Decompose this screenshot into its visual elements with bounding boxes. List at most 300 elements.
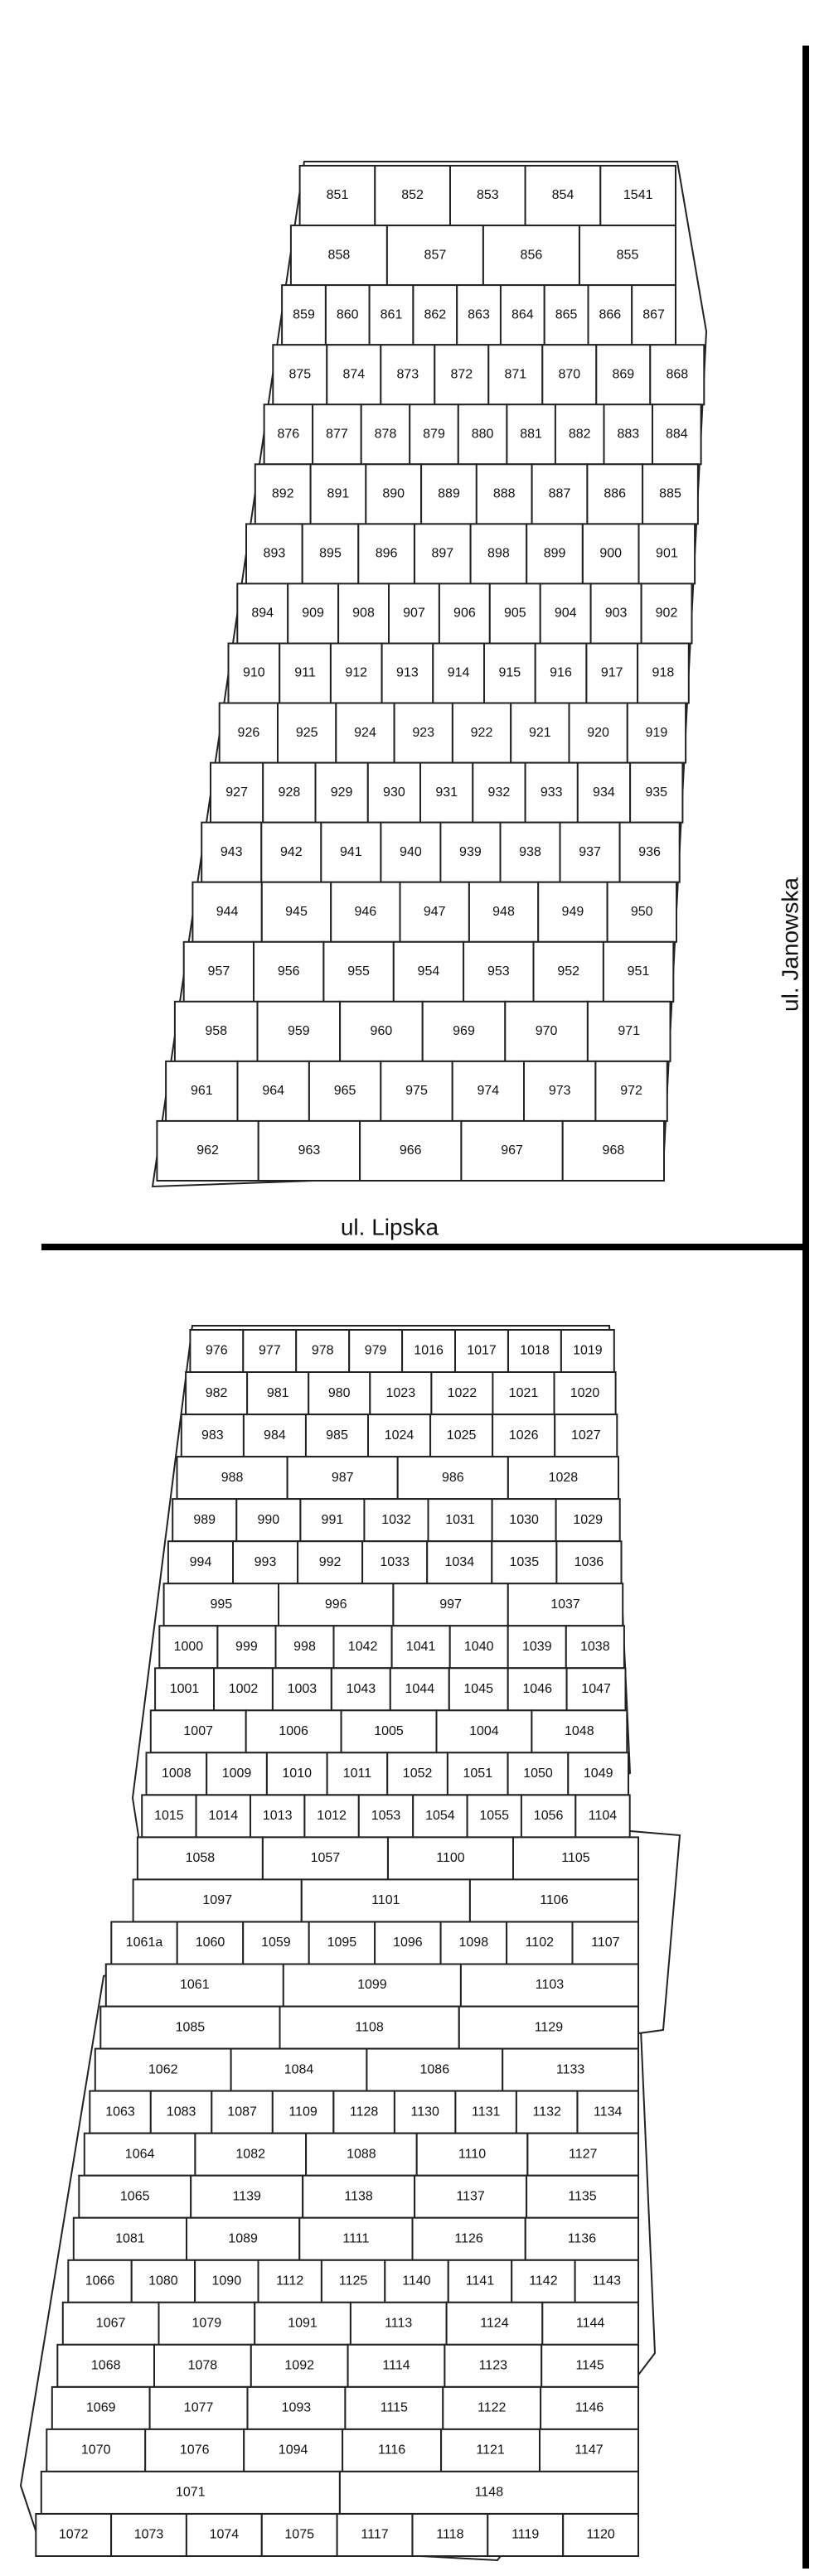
parcel-number: 888 <box>492 486 516 501</box>
parcel-number: 882 <box>568 427 591 442</box>
parcel-number: 1002 <box>228 1682 259 1697</box>
parcel-number: 864 <box>511 307 534 322</box>
parcel-number: 851 <box>326 188 349 203</box>
parcel-number: 1022 <box>447 1385 478 1400</box>
parcel-number: 1032 <box>381 1512 411 1527</box>
parcel-number: 903 <box>604 606 628 621</box>
parcel-number: 1084 <box>284 2062 314 2077</box>
parcel-number: 925 <box>295 725 318 740</box>
parcel-number: 855 <box>616 248 639 263</box>
parcel-number: 875 <box>288 367 312 382</box>
parcel-number: 1145 <box>575 2358 604 2373</box>
parcel-number: 961 <box>190 1084 213 1099</box>
parcel-number: 997 <box>439 1597 462 1612</box>
parcel-number: 1018 <box>520 1343 550 1358</box>
parcel-number: 854 <box>551 188 574 203</box>
parcel-number: 911 <box>294 665 316 680</box>
parcel-number: 890 <box>382 486 405 501</box>
parcel-number: 1099 <box>357 1978 387 1993</box>
parcel-number: 1077 <box>183 2400 214 2415</box>
parcel-number: 967 <box>501 1143 523 1158</box>
parcel-number: 942 <box>279 844 303 859</box>
parcel-number: 884 <box>665 427 688 442</box>
parcel-number: 1129 <box>534 2020 564 2035</box>
parcel-number: 1103 <box>535 1978 565 1993</box>
parcel-number: 989 <box>193 1512 216 1527</box>
parcel-number: 902 <box>655 606 678 621</box>
parcel-number: 1107 <box>591 1936 620 1950</box>
parcel-number: 1076 <box>179 2443 210 2458</box>
parcel-number: 1094 <box>278 2443 308 2458</box>
parcel-number: 970 <box>535 1024 558 1039</box>
parcel-number: 1116 <box>377 2443 406 2458</box>
parcel-number: 1113 <box>385 2316 413 2331</box>
parcel-number: 976 <box>205 1343 228 1358</box>
parcel-number: 1029 <box>573 1512 603 1527</box>
parcel-number: 1102 <box>525 1936 555 1950</box>
parcel-number: 873 <box>396 367 419 382</box>
parcel-number: 914 <box>447 665 470 680</box>
parcel-number: 1148 <box>474 2485 504 2500</box>
parcel-number: 963 <box>298 1143 321 1158</box>
parcel-number: 1024 <box>384 1428 414 1443</box>
parcel-number: 1073 <box>133 2527 164 2542</box>
parcel-number: 941 <box>339 844 362 859</box>
parcel-number: 852 <box>401 188 424 203</box>
parcel-number: 917 <box>600 665 623 680</box>
parcel-number: 930 <box>383 785 405 800</box>
parcel-number: 1049 <box>583 1766 613 1781</box>
parcel-number: 1112 <box>276 2274 304 2288</box>
parcel-number: 1006 <box>279 1724 308 1739</box>
parcel-number: 950 <box>630 904 653 919</box>
parcel-number: 918 <box>652 665 675 680</box>
parcel-number: 951 <box>627 964 650 979</box>
parcel-number: 1041 <box>405 1640 436 1655</box>
parcel-number: 870 <box>558 367 581 382</box>
parcel-number: 1108 <box>355 2020 384 2035</box>
parcel-number: 1039 <box>522 1640 552 1655</box>
parcel-number: 958 <box>205 1024 228 1039</box>
parcel-number: 904 <box>554 606 577 621</box>
parcel-number: 887 <box>548 486 571 501</box>
parcel-number: 1101 <box>371 1893 400 1908</box>
parcel-number: 1014 <box>208 1809 239 1824</box>
parcel-number: 938 <box>519 844 541 859</box>
parcel-number: 996 <box>324 1597 347 1612</box>
parcel-number: 1144 <box>575 2316 605 2331</box>
parcel-number: 1097 <box>202 1893 232 1908</box>
parcel-number: 949 <box>561 904 584 919</box>
janowska-street-label: ul. Janowska <box>777 877 803 1012</box>
parcel-number: 1072 <box>58 2527 89 2542</box>
parcel-number: 856 <box>520 248 543 263</box>
parcel-number: 1109 <box>288 2105 318 2119</box>
parcel-number: 940 <box>400 844 422 859</box>
parcel-number: 1000 <box>173 1640 204 1655</box>
parcel-number: 1043 <box>346 1682 376 1697</box>
parcel-number: 1021 <box>508 1385 539 1400</box>
parcel-number: 1141 <box>465 2274 495 2288</box>
parcel-number: 1017 <box>467 1343 497 1358</box>
parcel-number: 1064 <box>124 2147 155 2162</box>
parcel-number: 1111 <box>342 2231 370 2246</box>
parcel-number: 993 <box>254 1554 277 1569</box>
parcel-number: 892 <box>271 486 294 501</box>
parcel-number: 900 <box>599 546 623 561</box>
parcel-number: 988 <box>221 1470 244 1485</box>
parcel-number: 916 <box>550 665 572 680</box>
parcel-number: 1095 <box>327 1936 357 1950</box>
parcel-number: 1088 <box>347 2147 376 2162</box>
parcel-number: 1051 <box>463 1766 493 1781</box>
parcel-number: 897 <box>431 546 454 561</box>
parcel-number: 1081 <box>115 2231 145 2246</box>
parcel-number: 891 <box>327 486 350 501</box>
parcel-number: 1143 <box>592 2274 622 2288</box>
parcel-number: 1062 <box>148 2062 178 2077</box>
parcel-number: 982 <box>205 1385 228 1400</box>
parcel-number: 859 <box>293 307 315 322</box>
parcel-number: 1066 <box>85 2274 115 2288</box>
parcel-number: 944 <box>216 904 239 919</box>
parcel-number: 927 <box>225 785 248 800</box>
parcel-number: 981 <box>266 1385 289 1400</box>
parcel-number: 1059 <box>261 1936 291 1950</box>
parcel-number: 947 <box>423 904 446 919</box>
parcel-number: 1075 <box>284 2527 314 2542</box>
parcel-number: 1121 <box>476 2443 505 2458</box>
parcel-number: 860 <box>336 307 359 322</box>
parcel-number: 995 <box>210 1597 233 1612</box>
parcel-number: 1053 <box>371 1809 401 1824</box>
parcel-number: 1061 <box>180 1978 210 1993</box>
parcel-number: 1105 <box>561 1851 590 1866</box>
parcel-number: 1040 <box>463 1640 494 1655</box>
parcel-number: 923 <box>412 725 435 740</box>
parcel-number: 986 <box>441 1470 464 1485</box>
parcel-number: 1061a <box>125 1936 163 1950</box>
parcel-number: 973 <box>548 1084 571 1099</box>
parcel-number: 1131 <box>471 2105 501 2119</box>
parcel-number: 984 <box>264 1428 286 1443</box>
parcel-number: 985 <box>326 1428 348 1443</box>
parcel-number: 1026 <box>508 1428 539 1443</box>
parcel-number: 1115 <box>380 2400 408 2415</box>
parcel-number: 1054 <box>425 1809 455 1824</box>
parcel-number: 895 <box>319 546 342 561</box>
parcel-number: 1090 <box>211 2274 242 2288</box>
parcel-number: 913 <box>396 665 419 680</box>
parcel-number: 959 <box>287 1024 310 1039</box>
parcel-number: 1060 <box>195 1936 225 1950</box>
parcel-number: 946 <box>354 904 377 919</box>
parcel-number: 898 <box>487 546 510 561</box>
parcel-number: 983 <box>201 1428 224 1443</box>
parcel-number: 896 <box>375 546 398 561</box>
parcel-number: 1013 <box>262 1809 293 1824</box>
parcel-number: 1031 <box>445 1512 475 1527</box>
parcel-number: 1114 <box>382 2358 410 2373</box>
plot-grid <box>36 166 704 2556</box>
parcel-number: 1036 <box>574 1554 604 1569</box>
parcel-number: 908 <box>352 606 375 621</box>
parcel-number: 1128 <box>349 2105 379 2119</box>
parcel-number: 1126 <box>454 2231 483 2246</box>
parcel-number: 1098 <box>458 1936 489 1950</box>
parcel-number: 999 <box>235 1640 258 1655</box>
parcel-number: 1118 <box>436 2527 464 2542</box>
parcel-number: 1003 <box>287 1682 318 1697</box>
parcel-number: 931 <box>435 785 458 800</box>
parcel-number: 879 <box>423 427 445 442</box>
parcel-number: 915 <box>498 665 521 680</box>
parcel-number: 1091 <box>288 2316 318 2331</box>
parcel-number: 867 <box>642 307 665 322</box>
parcel-number: 1005 <box>374 1724 404 1739</box>
parcel-number: 1001 <box>169 1682 200 1697</box>
parcel-number: 1119 <box>511 2527 540 2542</box>
parcel-number: 1042 <box>347 1640 378 1655</box>
parcel-number: 881 <box>520 427 542 442</box>
parcel-number: 945 <box>285 904 308 919</box>
parcel-number: 1139 <box>232 2189 261 2204</box>
parcel-number: 1007 <box>183 1724 213 1739</box>
parcel-number: 1541 <box>623 188 653 203</box>
parcel-number: 956 <box>277 964 300 979</box>
parcel-number: 865 <box>555 307 578 322</box>
parcel-number: 1057 <box>310 1851 341 1866</box>
parcel-number: 1004 <box>469 1724 499 1739</box>
parcel-number: 1147 <box>574 2443 604 2458</box>
parcel-number: 1009 <box>221 1766 252 1781</box>
parcel-number: 965 <box>333 1084 356 1099</box>
parcel-number: 919 <box>645 725 668 740</box>
parcel-number: 862 <box>424 307 447 322</box>
parcel-number: 1038 <box>580 1640 610 1655</box>
parcel-number: 893 <box>263 546 286 561</box>
parcel-number: 1134 <box>593 2105 623 2119</box>
parcel-number: 1106 <box>540 1893 569 1908</box>
parcel-number: 1135 <box>568 2189 597 2204</box>
parcel-number: 1120 <box>586 2527 615 2542</box>
parcel-number: 857 <box>424 248 447 263</box>
parcel-number: 1136 <box>567 2231 597 2246</box>
parcel-number: 975 <box>405 1084 428 1099</box>
parcel-number: 957 <box>207 964 230 979</box>
parcel-number: 1117 <box>361 2527 389 2542</box>
parcel-number: 1035 <box>509 1554 540 1569</box>
parcel-number: 894 <box>251 606 274 621</box>
parcel-number: 1078 <box>187 2358 218 2373</box>
parcel-number: 853 <box>476 188 499 203</box>
parcel-number: 992 <box>318 1554 342 1569</box>
parcel-number: 934 <box>593 785 615 800</box>
parcel-number: 907 <box>403 606 425 621</box>
parcel-number: 1127 <box>568 2147 598 2162</box>
parcel-number: 960 <box>370 1024 393 1039</box>
parcel-number: 936 <box>638 844 661 859</box>
parcel-number: 1052 <box>402 1766 433 1781</box>
parcel-number: 948 <box>492 904 515 919</box>
parcel-number: 969 <box>453 1024 475 1039</box>
parcel-number: 912 <box>345 665 368 680</box>
parcel-number: 1069 <box>85 2400 116 2415</box>
parcel-number: 880 <box>471 427 494 442</box>
parcel-number: 1063 <box>105 2105 135 2119</box>
parcel-number: 1028 <box>548 1470 579 1485</box>
parcel-number: 971 <box>618 1024 641 1039</box>
parcel-number: 858 <box>327 248 351 263</box>
parcel-number: 1058 <box>185 1851 216 1866</box>
parcel-number: 1083 <box>166 2105 196 2119</box>
parcel-number: 876 <box>277 427 300 442</box>
parcel-number: 871 <box>504 367 527 382</box>
parcel-number: 1137 <box>456 2189 485 2204</box>
parcel-number: 943 <box>220 844 243 859</box>
parcel-number: 1124 <box>480 2316 509 2331</box>
parcel-number: 1015 <box>154 1809 184 1824</box>
parcel-number: 1067 <box>95 2316 126 2331</box>
parcel-number: 886 <box>604 486 627 501</box>
parcel-number: 920 <box>587 725 609 740</box>
parcel-number: 1030 <box>509 1512 539 1527</box>
parcel-number: 980 <box>327 1385 351 1400</box>
parcel-number: 994 <box>189 1554 212 1569</box>
parcel-number: 1055 <box>479 1809 509 1824</box>
parcel-number: 962 <box>196 1143 219 1158</box>
parcel-number: 1079 <box>191 2316 222 2331</box>
parcel-number: 1146 <box>574 2400 604 2415</box>
parcel-number: 905 <box>503 606 526 621</box>
parcel-number: 909 <box>302 606 324 621</box>
parcel-number: 877 <box>326 427 348 442</box>
lipska-street-label: ul. Lipska <box>340 1214 439 1240</box>
parcel-number: 878 <box>374 427 397 442</box>
parcel-number: 1008 <box>162 1766 191 1781</box>
parcel-number: 1140 <box>402 2274 431 2288</box>
parcel-number: 924 <box>354 725 376 740</box>
parcel-number: 987 <box>331 1470 354 1485</box>
parcel-number: 874 <box>342 367 366 382</box>
parcel-number: 1011 <box>342 1766 372 1781</box>
parcel-number: 964 <box>262 1084 285 1099</box>
parcel-number: 921 <box>528 725 551 740</box>
parcel-number: 1027 <box>571 1428 601 1443</box>
parcel-number: 1138 <box>344 2189 373 2204</box>
parcel-number: 863 <box>468 307 490 322</box>
parcel-number: 1085 <box>175 2020 206 2035</box>
parcel-number: 1046 <box>522 1682 552 1697</box>
parcel-number: 869 <box>612 367 635 382</box>
parcel-number: 1080 <box>148 2274 178 2288</box>
parcel-number: 974 <box>477 1084 500 1099</box>
parcel-number: 889 <box>438 486 460 501</box>
parcel-number: 1074 <box>209 2527 240 2542</box>
parcel-number: 1047 <box>581 1682 611 1697</box>
parcel-number: 1020 <box>570 1385 600 1400</box>
parcel-number: 1037 <box>550 1597 580 1612</box>
parcel-number: 899 <box>543 546 566 561</box>
parcel-number: 922 <box>470 725 493 740</box>
parcel-number: 1071 <box>176 2485 206 2500</box>
parcel-number: 1130 <box>410 2105 439 2119</box>
parcel-number: 937 <box>579 844 601 859</box>
parcel-number: 1122 <box>477 2400 507 2415</box>
parcel-number: 1016 <box>414 1343 444 1358</box>
parcel-number: 979 <box>364 1343 387 1358</box>
parcel-number: 1142 <box>529 2274 558 2288</box>
parcel-number: 1033 <box>380 1554 410 1569</box>
parcel-number: 1070 <box>80 2443 111 2458</box>
parcel-number: 978 <box>311 1343 334 1358</box>
parcel-number: 972 <box>620 1084 642 1099</box>
parcel-number: 1082 <box>235 2147 265 2162</box>
parcel-number: 1019 <box>573 1343 603 1358</box>
parcel-number: 1068 <box>90 2358 121 2373</box>
parcel-number: 1104 <box>588 1809 618 1824</box>
parcel-number: 939 <box>459 844 482 859</box>
parcel-number: 1025 <box>446 1428 477 1443</box>
parcel-number: 1012 <box>317 1809 347 1824</box>
parcel-number: 901 <box>656 546 678 561</box>
parcel-number: 1034 <box>444 1554 475 1569</box>
parcel-number: 977 <box>258 1343 281 1358</box>
parcel-number: 872 <box>450 367 473 382</box>
parcel-number: 953 <box>487 964 510 979</box>
parcel-number: 1125 <box>338 2274 368 2288</box>
parcel-number: 1086 <box>419 2062 450 2077</box>
parcel-number: 861 <box>380 307 403 322</box>
parcel-number: 883 <box>617 427 640 442</box>
parcel-number: 935 <box>645 785 668 800</box>
parcel-number: 1096 <box>393 1936 423 1950</box>
parcel-number: 929 <box>330 785 353 800</box>
parcel-number: 932 <box>487 785 511 800</box>
parcel-number: 1092 <box>284 2358 314 2373</box>
parcel-number: 1023 <box>385 1385 416 1400</box>
parcel-number: 1133 <box>555 2062 585 2077</box>
parcel-number: 933 <box>540 785 563 800</box>
parcel-number: 1089 <box>228 2231 258 2246</box>
parcel-number: 952 <box>557 964 580 979</box>
parcel-number: 885 <box>659 486 681 501</box>
parcel-number: 1045 <box>463 1682 493 1697</box>
parcel-number: 1010 <box>282 1766 312 1781</box>
parcel-number: 990 <box>257 1512 280 1527</box>
parcel-number: 998 <box>293 1640 316 1655</box>
parcel-number: 1065 <box>119 2189 150 2204</box>
parcel-number: 926 <box>237 725 260 740</box>
parcel-number: 1087 <box>227 2105 257 2119</box>
parcel-number: 1056 <box>533 1809 564 1824</box>
parcel-number: 1123 <box>478 2358 508 2373</box>
parcel-number: 991 <box>321 1512 344 1527</box>
parcel-number: 928 <box>278 785 301 800</box>
parcel-number: 868 <box>666 367 689 382</box>
parcel-number: 966 <box>399 1143 422 1158</box>
parcel-number: 1044 <box>405 1682 435 1697</box>
parcel-number: 1100 <box>436 1851 465 1866</box>
parcel-number: 906 <box>453 606 476 621</box>
parcel-number: 1093 <box>281 2400 312 2415</box>
parcel-number: 1050 <box>523 1766 553 1781</box>
parcel-number: 866 <box>599 307 622 322</box>
parcel-number: 1110 <box>458 2147 487 2162</box>
parcel-number: 968 <box>602 1143 625 1158</box>
parcel-number: 1132 <box>532 2105 561 2119</box>
parcel-number: 955 <box>347 964 370 979</box>
